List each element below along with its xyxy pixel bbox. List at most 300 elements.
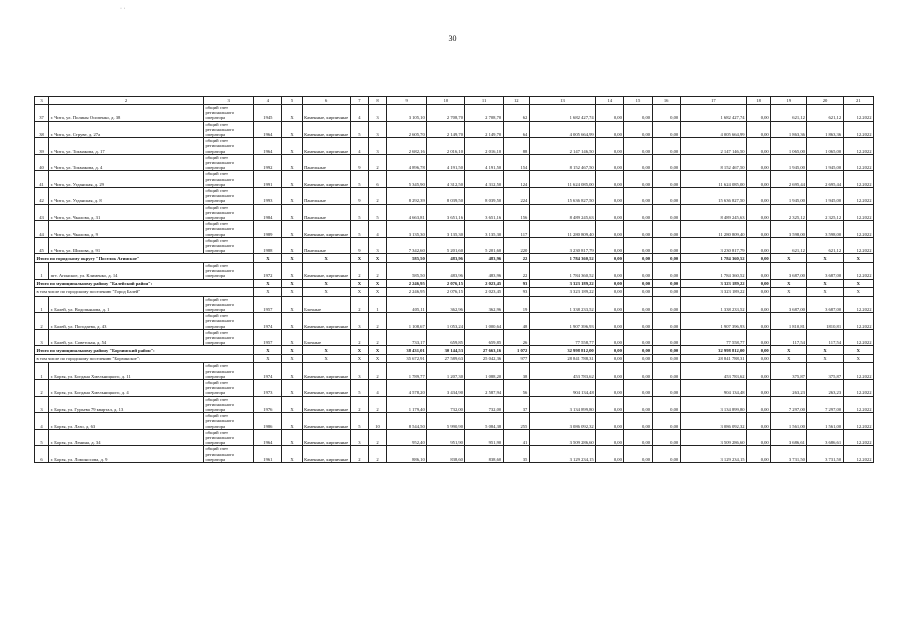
table-cell: 4 005 664,99: [680, 121, 746, 138]
table-cell: Каменные, кирпичные: [302, 221, 350, 238]
table-cell: Каменные, кирпичные: [302, 380, 350, 397]
table-cell: X: [282, 105, 302, 122]
table-cell: 56: [503, 380, 529, 397]
table-cell: 2: [350, 296, 368, 313]
table-cell: 156: [503, 204, 529, 221]
table-cell: 5: [368, 204, 386, 221]
table-cell: 8 489 245,63: [680, 204, 746, 221]
table-cell: 5: [350, 221, 368, 238]
table-cell: 1 945,00: [807, 188, 843, 205]
table-cell: 11 624 085,00: [680, 171, 746, 188]
table-cell: 375,87: [771, 363, 807, 380]
table-cell: 0,00: [652, 380, 680, 397]
table-cell: 0,00: [747, 204, 771, 221]
table-cell: 4 191,50: [465, 154, 503, 171]
table-cell: г. Балей, ул. Погодаева, д. 43: [49, 313, 204, 330]
subtotal-cell: X: [350, 354, 368, 363]
table-cell: 732,00: [427, 396, 465, 413]
subtotal-cell: X: [843, 288, 873, 297]
table-cell: 0,00: [652, 363, 680, 380]
table-cell: 1957: [254, 296, 282, 313]
table-cell: 1945: [254, 105, 282, 122]
subtotal-cell: 2 023,45: [465, 288, 503, 297]
table-cell: 0,00: [596, 296, 624, 313]
table-cell: 12.2022: [843, 138, 873, 155]
table-cell: 1: [35, 296, 49, 313]
subtotal-label: Итого по муниципальному району "Балейский район":: [35, 279, 254, 288]
table-cell: 3 086 092,32: [680, 413, 746, 430]
subtotal-cell: X: [350, 254, 368, 263]
table-cell: 0,00: [652, 446, 680, 463]
table-cell: 220: [503, 237, 529, 254]
table-cell: 4: [368, 380, 386, 397]
table-cell: 8 039,50: [427, 188, 465, 205]
subtotal-cell: X: [302, 279, 350, 288]
table-cell: 3 230 817,79: [529, 237, 595, 254]
table-cell: общий счет регионального оператора: [204, 121, 254, 138]
table-cell: 12.2022: [843, 396, 873, 413]
table-cell: 48: [503, 313, 529, 330]
table-cell: 362,96: [465, 296, 503, 313]
table-cell: X: [282, 138, 302, 155]
table-cell: 0,00: [596, 221, 624, 238]
table-cell: 8 292,39: [387, 188, 427, 205]
table-cell: Каменные, кирпичные: [302, 171, 350, 188]
table-cell: 0,00: [596, 121, 624, 138]
subtotal-cell: X: [254, 346, 282, 355]
table-cell: 4: [368, 221, 386, 238]
table-cell: 3 731,50: [771, 446, 807, 463]
table-cell: 1 863,36: [807, 121, 843, 138]
table-cell: 3 509 286,60: [529, 429, 595, 446]
table-cell: Каменные, кирпичные: [302, 396, 350, 413]
table-cell: 838,60: [427, 446, 465, 463]
table-cell: 0,00: [596, 237, 624, 254]
table-cell: г. Чита, ул. Угданская, д. 29: [49, 171, 204, 188]
header-cell: 3: [204, 97, 254, 105]
subtotal-cell: 27 589,63: [427, 354, 465, 363]
table-cell: 0,00: [747, 121, 771, 138]
subtotal-cell: 25 042,36: [465, 354, 503, 363]
table-cell: общий счет регионального оператора: [204, 296, 254, 313]
subtotal-cell: 93: [503, 288, 529, 297]
subtotal-cell: X: [254, 288, 282, 297]
table-cell: 2 695,44: [807, 171, 843, 188]
table-cell: 0,00: [747, 154, 771, 171]
table-row: [35, 154, 874, 171]
table-cell: 3 731,50: [807, 446, 843, 463]
table-cell: 5: [350, 121, 368, 138]
table-cell: 4 191,50: [427, 154, 465, 171]
subtotal-cell: 3 323 189,22: [680, 288, 746, 297]
table-cell: 41: [35, 171, 49, 188]
table-cell: 0,00: [596, 105, 624, 122]
table-cell: 3 434,90: [427, 380, 465, 397]
table-cell: 5 201,60: [465, 237, 503, 254]
table-cell: 5 990,90: [427, 413, 465, 430]
table-cell: 5: [350, 413, 368, 430]
table-cell: 3 129 234,15: [529, 446, 595, 463]
header-cell: 11: [465, 97, 503, 105]
header-cell: 21: [843, 97, 873, 105]
subtotal-cell: X: [350, 346, 368, 355]
page-number: 30: [448, 34, 457, 43]
table-cell: 88: [503, 138, 529, 155]
table-cell: 0,00: [652, 329, 680, 346]
table-cell: 1984: [254, 204, 282, 221]
table-cell: 41: [503, 429, 529, 446]
table-cell: г. Борзя, ул. Ломоносова, д. 9: [49, 446, 204, 463]
table-cell: 6: [35, 446, 49, 463]
subtotal-cell: X: [350, 288, 368, 297]
table-cell: 1 561,00: [807, 413, 843, 430]
table-cell: 0,00: [747, 237, 771, 254]
subtotal-cell: 483,96: [427, 254, 465, 263]
table-cell: 5: [35, 429, 49, 446]
table-cell: Каменные, кирпичные: [302, 138, 350, 155]
table-cell: 117,54: [771, 329, 807, 346]
table-cell: 3 230 817,79: [680, 237, 746, 254]
subtotal-cell: X: [282, 279, 302, 288]
table-cell: 15 636 827,50: [680, 188, 746, 205]
table-cell: X: [282, 262, 302, 279]
table-row: [35, 204, 874, 221]
table-cell: 3 687,00: [807, 262, 843, 279]
subtotal-cell: X: [807, 288, 843, 297]
table-cell: 0,00: [596, 171, 624, 188]
header-cell: 4: [254, 97, 282, 105]
table-cell: 8 152 467,50: [529, 154, 595, 171]
table-cell: 2 708,70: [427, 105, 465, 122]
table-cell: Каменные, кирпичные: [302, 413, 350, 430]
subtotal-cell: 1 072: [503, 346, 529, 355]
header-cell: 7: [350, 97, 368, 105]
subtotal-cell: 585,50: [387, 254, 427, 263]
table-cell: 37: [503, 396, 529, 413]
table-cell: 26: [503, 329, 529, 346]
table-row: [35, 429, 874, 446]
subtotal-cell: 28 841 788,31: [680, 354, 746, 363]
header-cell: 6: [302, 97, 350, 105]
table-cell: Каменные, кирпичные: [302, 446, 350, 463]
table-cell: 2 682,16: [387, 138, 427, 155]
subtotal-cell: X: [843, 254, 873, 263]
table-cell: г. Чита, ул. Токмакова, д. 4: [49, 154, 204, 171]
table-cell: 0,00: [624, 237, 652, 254]
table-cell: 1964: [254, 429, 282, 446]
subtotal-row: [35, 254, 874, 263]
header-cell: 13: [529, 97, 595, 105]
subtotal-cell: 0,00: [652, 254, 680, 263]
table-cell: Каменные, кирпичные: [302, 262, 350, 279]
table-cell: 659,85: [465, 329, 503, 346]
subtotal-cell: X: [282, 254, 302, 263]
table-cell: 12.2022: [843, 221, 873, 238]
table-cell: 2 325,12: [771, 204, 807, 221]
table-cell: 5 345,90: [387, 171, 427, 188]
table-cell: 1 945,00: [807, 154, 843, 171]
header-cell: 15: [624, 97, 652, 105]
table-cell: 2: [368, 188, 386, 205]
table-cell: 3 687,00: [771, 262, 807, 279]
table-cell: 3: [350, 313, 368, 330]
table-cell: 1 561,00: [771, 413, 807, 430]
table-row: [35, 221, 874, 238]
table-cell: 3: [350, 429, 368, 446]
table-cell: 11 624 085,00: [529, 171, 595, 188]
subtotal-cell: 93: [503, 279, 529, 288]
table-cell: 621,12: [807, 237, 843, 254]
table-cell: 3: [368, 237, 386, 254]
table-cell: 0,00: [596, 204, 624, 221]
subtotal-cell: 22: [503, 254, 529, 263]
subtotal-cell: 977: [503, 354, 529, 363]
table-cell: X: [282, 121, 302, 138]
table-cell: 44: [35, 221, 49, 238]
table-cell: 3: [368, 105, 386, 122]
table-cell: 1 907 396,93: [529, 313, 595, 330]
table-cell: 3 598,00: [771, 221, 807, 238]
table-cell: 0,00: [652, 204, 680, 221]
subtotal-cell: X: [282, 354, 302, 363]
table-cell: 12.2022: [843, 363, 873, 380]
subtotal-cell: 2 246,95: [387, 288, 427, 297]
table-cell: 1 907 396,93: [680, 313, 746, 330]
table-cell: 0,00: [596, 413, 624, 430]
table-cell: 11 280 809,40: [680, 221, 746, 238]
table-cell: 8 152 467,50: [680, 154, 746, 171]
table-cell: 12.2022: [843, 262, 873, 279]
table-cell: г. Чита, ул. Токмакова, д. 17: [49, 138, 204, 155]
table-cell: 3 135,30: [427, 221, 465, 238]
table-cell: 11 280 809,40: [529, 221, 595, 238]
table-cell: г. Чита, ул. Чкалова, д. 31: [49, 204, 204, 221]
table-cell: X: [282, 329, 302, 346]
table-cell: 4 578,20: [387, 380, 427, 397]
table-cell: 5 201,60: [427, 237, 465, 254]
table-cell: 0,00: [747, 429, 771, 446]
table-cell: г. Балей, ул. Советская, д. 54: [49, 329, 204, 346]
table-cell: 0,00: [747, 262, 771, 279]
table-cell: общий счет регионального оператора: [204, 237, 254, 254]
table-cell: 0,00: [596, 138, 624, 155]
table-cell: 3 686,61: [771, 429, 807, 446]
table-cell: 1964: [254, 121, 282, 138]
table-cell: 375,87: [807, 363, 843, 380]
table-cell: 2 587,94: [465, 380, 503, 397]
table-cell: 4: [35, 413, 49, 430]
table-cell: 0,00: [747, 313, 771, 330]
table-cell: 12.2022: [843, 313, 873, 330]
table-cell: 0,00: [747, 380, 771, 397]
table-cell: общий счет регионального оператора: [204, 413, 254, 430]
table-cell: 7 297,00: [771, 396, 807, 413]
table-cell: 0,00: [596, 396, 624, 413]
table-cell: 0,00: [624, 221, 652, 238]
table-cell: 1 784 360,52: [680, 262, 746, 279]
table-row: [35, 380, 874, 397]
subtotal-cell: 0,00: [624, 279, 652, 288]
table-cell: 1 789,77: [387, 363, 427, 380]
table-row: [35, 413, 874, 430]
table-cell: 4 663,81: [387, 204, 427, 221]
table-cell: 1 682 427,74: [529, 105, 595, 122]
table-cell: 1 053,24: [427, 313, 465, 330]
header-cell: 17: [680, 97, 746, 105]
table-cell: 0,00: [624, 413, 652, 430]
table-cell: 0,00: [747, 221, 771, 238]
table-cell: X: [282, 396, 302, 413]
header-cell: 19: [771, 97, 807, 105]
housing-repair-table: [34, 96, 874, 463]
table-cell: 64: [503, 121, 529, 138]
subtotal-cell: X: [807, 354, 843, 363]
table-cell: 0,00: [596, 313, 624, 330]
table-cell: 0,00: [624, 313, 652, 330]
table-cell: 1986: [254, 413, 282, 430]
table-cell: 0,00: [652, 171, 680, 188]
table-cell: X: [282, 429, 302, 446]
table-cell: 43: [35, 204, 49, 221]
subtotal-cell: X: [807, 279, 843, 288]
subtotal-cell: X: [302, 254, 350, 263]
table-cell: г. Борзя, ул. Богдана Хмельницкого, д. 11: [49, 363, 204, 380]
table-cell: 263,23: [807, 380, 843, 397]
subtotal-cell: 1 784 360,52: [680, 254, 746, 263]
table-cell: 2 147 146,50: [529, 138, 595, 155]
table-cell: 1964: [254, 138, 282, 155]
table-cell: 42: [35, 188, 49, 205]
header-cell: 16: [652, 97, 680, 105]
table-cell: общий счет регионального оператора: [204, 262, 254, 279]
table-cell: 1988: [254, 237, 282, 254]
table-cell: 3 105,10: [387, 105, 427, 122]
table-cell: 1 065,00: [807, 138, 843, 155]
subtotal-cell: 0,00: [624, 346, 652, 355]
table-cell: 3: [368, 138, 386, 155]
table-row: [35, 121, 874, 138]
table-cell: 62: [503, 105, 529, 122]
subtotal-cell: 30 144,53: [427, 346, 465, 355]
table-cell: общий счет регионального оператора: [204, 154, 254, 171]
table-cell: 5: [350, 171, 368, 188]
table-cell: 621,12: [807, 105, 843, 122]
subtotal-cell: 32 998 812,00: [680, 346, 746, 355]
subtotal-cell: X: [282, 288, 302, 297]
table-cell: 5: [350, 204, 368, 221]
subtotal-cell: 2 076,15: [427, 288, 465, 297]
subtotal-cell: X: [771, 288, 807, 297]
header-cell: 5: [282, 97, 302, 105]
table-cell: 585,50: [387, 262, 427, 279]
table-cell: 0,00: [624, 171, 652, 188]
table-cell: 117,54: [807, 329, 843, 346]
table-cell: 124: [503, 171, 529, 188]
table-row: [35, 313, 874, 330]
table-cell: 1: [368, 296, 386, 313]
subtotal-cell: 0,00: [652, 354, 680, 363]
table-cell: 2: [368, 329, 386, 346]
table-cell: 19: [503, 296, 529, 313]
table-cell: 3 086 092,32: [529, 413, 595, 430]
table-cell: 0,00: [624, 154, 652, 171]
subtotal-cell: 38 431,01: [387, 346, 427, 355]
table-cell: 2 016,10: [427, 138, 465, 155]
subtotal-cell: X: [254, 279, 282, 288]
table-cell: г. Борзя, ул. Лазо, д. 63: [49, 413, 204, 430]
table-cell: 40: [35, 154, 49, 171]
table-cell: 659,85: [427, 329, 465, 346]
table-cell: 117: [503, 221, 529, 238]
table-cell: 0,00: [596, 446, 624, 463]
subtotal-cell: 3 323 189,22: [529, 288, 595, 297]
subtotal-row: [35, 279, 874, 288]
table-cell: 0,00: [596, 380, 624, 397]
subtotal-cell: 0,00: [596, 354, 624, 363]
table-cell: 362,96: [427, 296, 465, 313]
subtotal-cell: X: [368, 254, 386, 263]
table-cell: 2: [35, 313, 49, 330]
table-cell: г. Борзя, ул. Богдана Хмельницкого, д. 4: [49, 380, 204, 397]
table-cell: г. Чита, ул. Угданская, д. 8: [49, 188, 204, 205]
table-cell: X: [282, 413, 302, 430]
subtotal-cell: 0,00: [596, 279, 624, 288]
table-cell: 0,00: [596, 262, 624, 279]
subtotal-cell: X: [350, 279, 368, 288]
subtotal-cell: X: [807, 254, 843, 263]
table-cell: 2 695,44: [771, 171, 807, 188]
table-cell: 1992: [254, 154, 282, 171]
table-cell: 3 135,30: [387, 221, 427, 238]
table-cell: 0,00: [596, 154, 624, 171]
table-cell: 2: [368, 429, 386, 446]
table-cell: 38: [35, 121, 49, 138]
table-cell: 1974: [254, 313, 282, 330]
table-cell: 3 134 899,80: [680, 396, 746, 413]
table-cell: 12.2022: [843, 154, 873, 171]
table-cell: X: [282, 313, 302, 330]
table-cell: 2: [368, 154, 386, 171]
subtotal-cell: 1 784 360,52: [529, 254, 595, 263]
subtotal-cell: 27 663,16: [465, 346, 503, 355]
table-cell: общий счет регионального оператора: [204, 221, 254, 238]
table-cell: г. Чита, ул. Струве, д. 27а: [49, 121, 204, 138]
table-cell: 2 149,70: [427, 121, 465, 138]
subtotal-cell: X: [843, 346, 873, 355]
table-cell: общий счет регионального оператора: [204, 204, 254, 221]
table-cell: 453 783,62: [680, 363, 746, 380]
table-cell: 1810,81: [807, 313, 843, 330]
table-cell: 0,00: [624, 446, 652, 463]
table-cell: 0,00: [652, 105, 680, 122]
table-cell: 0,00: [624, 329, 652, 346]
table-cell: 0,00: [652, 237, 680, 254]
subtotal-cell: X: [807, 346, 843, 355]
table-cell: 3 135,30: [465, 221, 503, 238]
table-cell: X: [282, 446, 302, 463]
subtotal-cell: X: [254, 354, 282, 363]
table-cell: 621,12: [771, 105, 807, 122]
subtotal-cell: 28 841 788,31: [529, 354, 595, 363]
table-cell: X: [282, 380, 302, 397]
table-cell: 0,00: [747, 446, 771, 463]
table-cell: г. Чита, ул. Полины Осипенко, д. 38: [49, 105, 204, 122]
table-cell: 0,00: [596, 188, 624, 205]
subtotal-cell: X: [771, 254, 807, 263]
table-cell: 1993: [254, 188, 282, 205]
table-cell: 904 134,48: [680, 380, 746, 397]
subtotal-cell: X: [282, 346, 302, 355]
